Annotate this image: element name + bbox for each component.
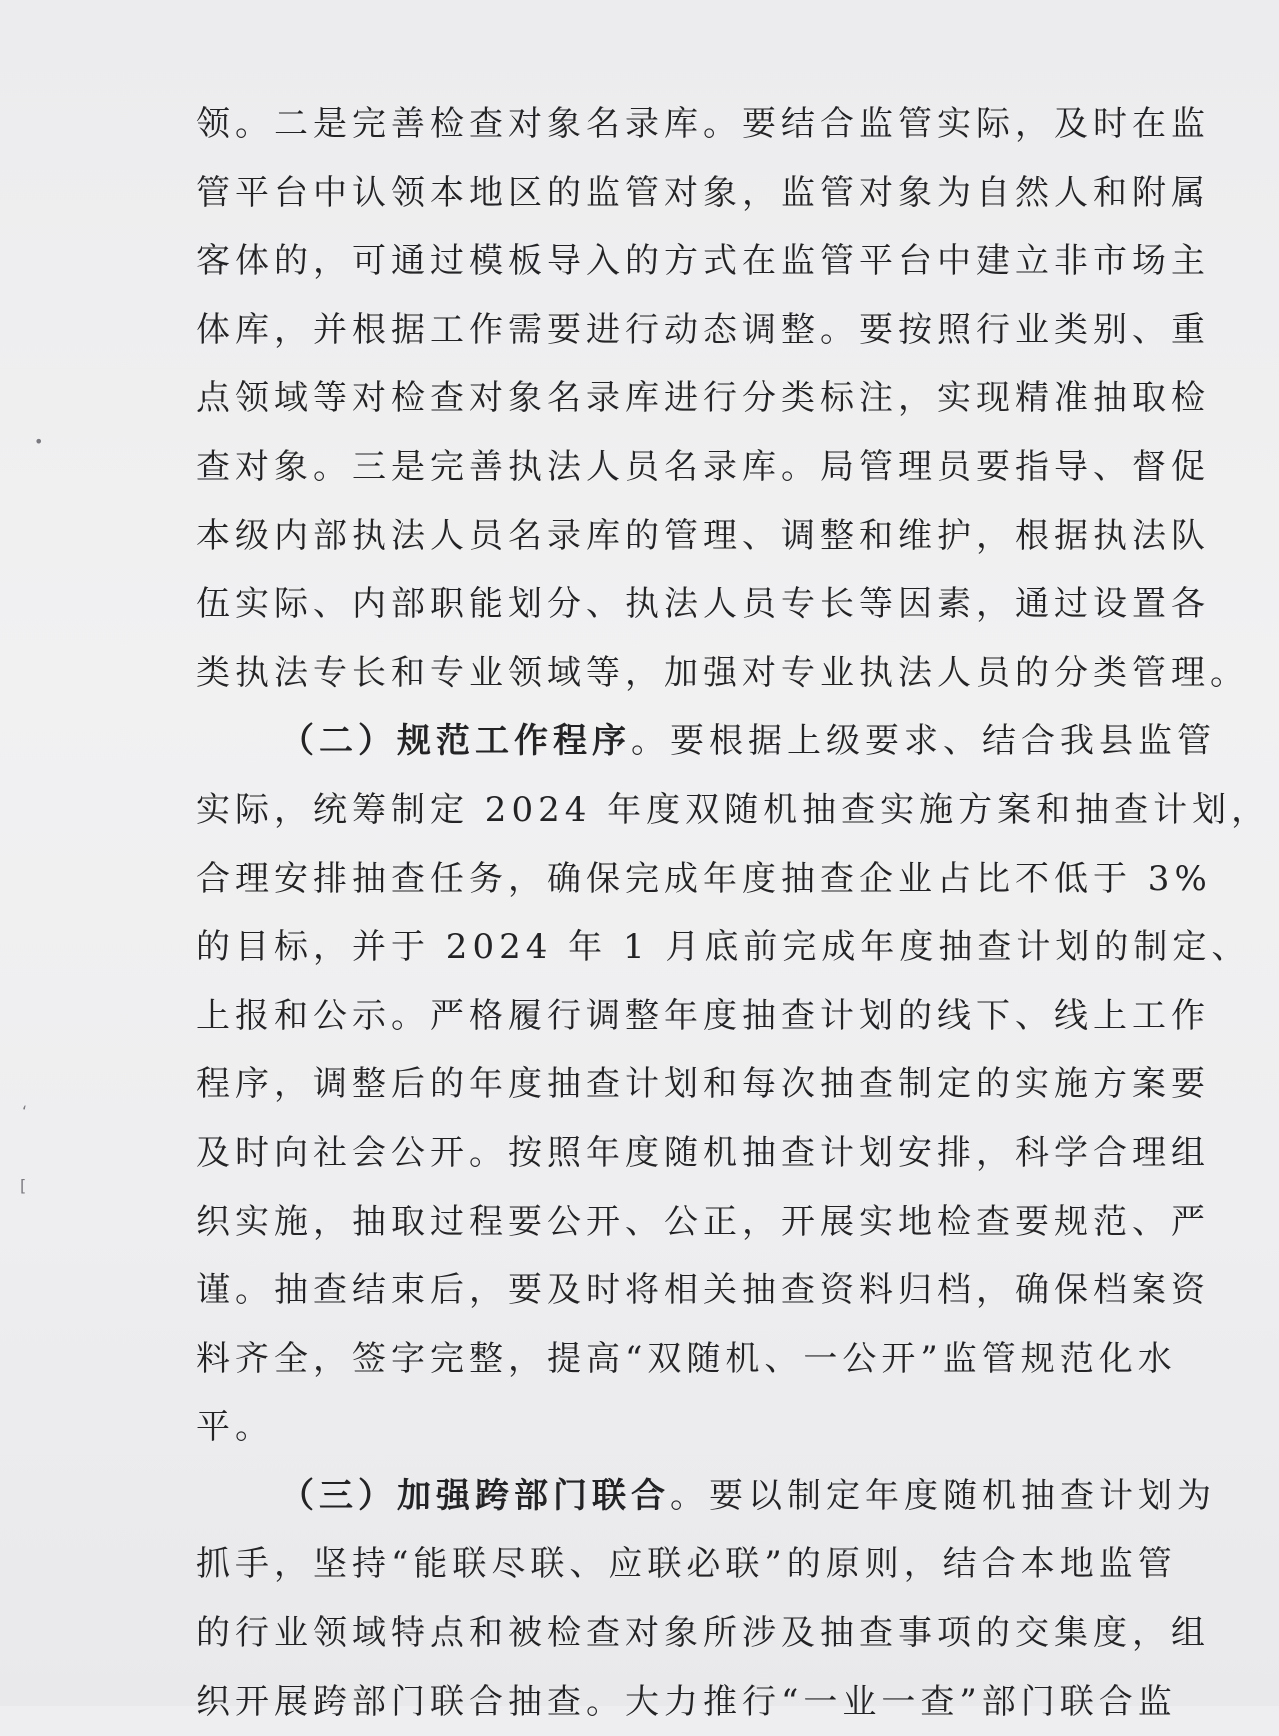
text-line: 客体的，可通过模板导入的方式在监管平台中建立非市场主 [196,241,1210,282]
scan-speck: • [34,432,44,451]
scan-speck: ‘ [22,1102,28,1121]
text-line: 程序，调整后的年度抽查计划和每次抽查制定的实施方案要 [196,1064,1210,1105]
text-line: 谨。抽查结束后，要及时将相关抽查资料归档，确保档案资 [196,1270,1210,1311]
text-line: 平。 [196,1407,274,1448]
scan-speck: [ [20,1176,27,1195]
section-paragraph-start [196,707,1216,776]
section-paragraph-start [196,1462,1216,1531]
text-line: 管平台中认领本地区的监管对象，监管对象为自然人和附属 [196,172,1210,213]
text-line: 类执法专长和专业领域等，加强对专业执法人员的分类管理。 [196,652,1249,693]
text-line: 的目标，并于 2024 年 1 月底前完成年度抽查计划的制定、 [196,927,1251,968]
text-line: 本级内部执法人员名录库的管理、调整和维护，根据执法队 [196,515,1210,556]
text-line: 织实施，抽取过程要公开、公正，开展实地检查要规范、严 [196,1201,1210,1242]
text-line: 体库，并根据工作需要进行动态调整。要按照行业类别、重 [196,309,1210,350]
text-line: 领。二是完善检查对象名录库。要结合监管实际，及时在监 [196,104,1210,144]
text-line: 伍实际、内部职能划分、执法人员专长等因素，通过设置各 [196,584,1210,625]
text-line: 查对象。三是完善执法人员名录库。局管理员要指导、督促 [196,446,1210,487]
text-line: 及时向社会公开。按照年度随机抽查计划安排，科学合理组 [196,1132,1210,1173]
text-line: 料齐全，签字完整，提高“双随机、一公开”监管规范化水 [196,1338,1177,1379]
section-heading: （二）规范工作程序 [280,721,631,762]
text-line: 的行业领域特点和被检查对象所涉及抽查事项的交集度，组 [196,1613,1210,1654]
text-line: 合理安排抽查任务，确保完成年度抽查企业占比不低于 3% [196,858,1212,899]
text-line: 点领域等对检查对象名录库进行分类标注，实现精准抽取检 [196,378,1210,419]
body-text [196,90,1271,1736]
section-heading: （三）加强跨部门联合 [280,1475,670,1516]
text-line: 。要根据上级要求、结合我县监管 [631,721,1216,762]
text-line: 织开展跨部门联合抽查。大力推行“一业一查”部门联合监 [196,1681,1177,1722]
text-line: 上报和公示。严格履行调整年度抽查计划的线下、线上工作 [196,995,1210,1036]
text-line: 。要以制定年度随机抽查计划为 [670,1475,1216,1516]
text-line: 实际，统筹制定 2024 年度双随机抽查实施方案和抽查计划， [196,789,1271,830]
text-line: 抓手，坚持“能联尽联、应联必联”的原则，结合本地监管 [196,1544,1177,1585]
